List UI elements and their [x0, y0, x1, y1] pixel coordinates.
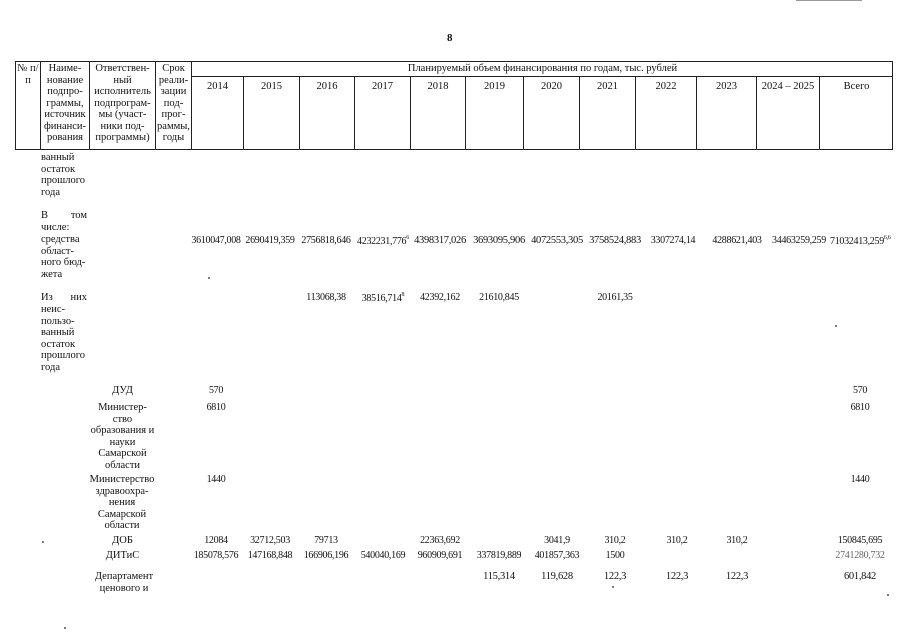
row-unused-label-2: неис-пользо-ванный остаток прошлого года: [41, 304, 85, 373]
unused-2018: 42392,162: [420, 292, 460, 303]
dob-total: 150845,695: [837, 535, 883, 546]
row-min-health-name: Министерство здравоохра-нения Самарской области: [89, 474, 155, 531]
row-including-label-3: средства област-ного бюд-жета: [41, 234, 86, 280]
row-dud-name: ДУД: [112, 385, 133, 396]
dud-total: 570: [852, 385, 868, 396]
row-dept-name: Департамент ценового и: [94, 571, 154, 594]
ditis-2018: 960909,691: [417, 550, 463, 561]
dob-2021: 310,2: [604, 535, 626, 546]
header-name: Наиме-нование подпро-граммы, источник финанси-рования: [43, 63, 87, 143]
dob-2020: 3041,9: [544, 535, 570, 546]
including-2017-sup: 6: [406, 235, 409, 241]
including-2014: 3610047,008: [191, 235, 241, 246]
dept-2023: 122,3: [725, 571, 749, 582]
header-term: Срок реали-зации под-прог-раммы, годы: [157, 63, 190, 143]
scan-speck: [612, 586, 614, 588]
including-2021: 3758524,883: [589, 235, 641, 246]
table-header: [15, 61, 893, 150]
header-year-2015: 2015: [261, 81, 282, 92]
including-2020: 4072553,305: [531, 235, 583, 246]
scan-edge-line: [796, 0, 862, 1]
ditis-2015: 147168,848: [247, 550, 293, 561]
header-year-2020: 2020: [541, 81, 562, 92]
unused-2017: 38516,714$^8$: [361, 292, 405, 304]
header-year-2022: 2022: [655, 81, 677, 92]
row-carry-name: ванный остаток прошлого года: [41, 152, 85, 198]
dept-2020: 119,628: [541, 571, 573, 582]
ditis-2017: 540040,169: [360, 550, 406, 561]
scan-speck: [42, 541, 44, 543]
including-2015: 2690419,359: [245, 235, 295, 246]
dept-total: 601,842: [843, 571, 877, 582]
header-year-2017: 2017: [372, 81, 393, 92]
row-unused-label-1: Из них: [41, 292, 87, 303]
including-total: 71032413,259$^{6,6}$: [830, 235, 891, 247]
header-no: № п/п: [17, 63, 39, 86]
dept-2019: 115,314: [483, 571, 515, 582]
unused-2021: 20161,35: [597, 292, 633, 303]
unused-2016: 113068,38: [306, 292, 346, 303]
ditis-2020: 401857,363: [534, 550, 580, 561]
dob-2014: 12084: [204, 535, 228, 546]
unused-2017-sup: 8: [401, 292, 405, 298]
row-dob-name: ДОБ: [112, 535, 133, 546]
row-including-label-1: В том: [41, 210, 87, 221]
scan-speck: [208, 277, 210, 279]
dob-2022: 310,2: [666, 535, 688, 546]
ditis-total: 2741280,732: [835, 550, 885, 561]
header-year-2014: 2014: [207, 81, 228, 92]
including-2016: 2756818,646: [301, 235, 351, 246]
scan-speck: [64, 627, 66, 629]
dud-2014: 570: [208, 385, 224, 396]
header-year-2024-2025: 2024 – 2025: [761, 81, 815, 92]
header-year-2021: 2021: [597, 81, 618, 92]
ditis-2021: 1500: [605, 550, 625, 561]
header-total: Всего: [843, 81, 870, 92]
header-year-2019: 2019: [484, 81, 505, 92]
including-2017: 4232231,776$^6$: [357, 235, 409, 247]
header-year-2018: 2018: [427, 81, 449, 92]
including-total-sup: 6,6: [883, 235, 891, 241]
dob-2023: 310,2: [726, 535, 748, 546]
ditis-2016: 166906,196: [303, 550, 349, 561]
header-planned-funding: Планируемый объем финансирования по годам, тыс. рублей: [407, 63, 678, 74]
dept-2021: 122,3: [603, 571, 627, 582]
including-2018: 4398317,026: [414, 235, 466, 246]
unused-2019: 21610,845: [479, 292, 519, 303]
scan-speck: [835, 325, 837, 327]
min-edu-2014: 6810: [206, 402, 226, 413]
dob-2018: 22363,692: [420, 535, 460, 546]
row-min-edu-name: Министер-ство образования и науки Самарской области: [90, 402, 155, 471]
header-responsible: Ответствен-ный исполнитель подпрограм-мы (участ-ники под-программы): [94, 63, 151, 143]
row-including-label-2: числе:: [41, 222, 70, 233]
dob-2016: 79713: [314, 535, 338, 546]
dept-2022: 122,3: [665, 571, 689, 582]
row-ditis-name: ДИТиС: [105, 550, 140, 561]
dob-2015: 32712,503: [250, 535, 290, 546]
min-health-total: 1440: [850, 474, 870, 485]
ditis-2019: 337819,889: [476, 550, 522, 561]
including-2022: 3307274,14: [650, 235, 696, 246]
scan-speck: [887, 594, 889, 596]
including-2023: 4288621,403: [712, 235, 762, 246]
ditis-2014: 185078,576: [193, 550, 239, 561]
page-number: 8: [447, 32, 453, 44]
min-edu-total: 6810: [850, 402, 870, 413]
header-year-2023: 2023: [716, 81, 737, 92]
including-2024-2025: 34463259,259: [772, 235, 826, 246]
including-2019: 3693095,906: [473, 235, 525, 246]
header-year-2016: 2016: [316, 81, 338, 92]
min-health-2014: 1440: [206, 474, 226, 485]
